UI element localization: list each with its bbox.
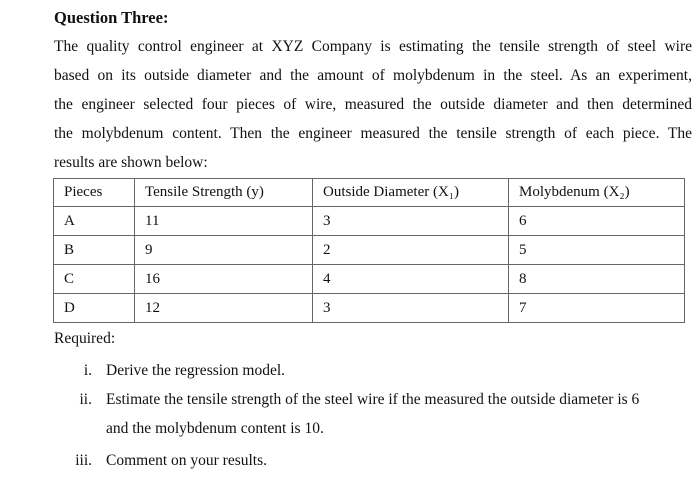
table-cell: D [54, 294, 135, 323]
item-number: ii. [79, 391, 92, 408]
question-title: Question Three: [54, 8, 169, 27]
table-cell: B [54, 236, 135, 265]
header-cell-tensile-strength: Tensile Strength (y) [135, 179, 313, 207]
table-cell: 5 [509, 236, 685, 265]
table-row [54, 207, 685, 236]
item-text: and the molybdenum content is 10. [106, 420, 324, 437]
paragraph-line: the molybdenum content. Then the engineer measured the tensile strength of each piece. The [54, 125, 692, 142]
required-item-2 [54, 385, 694, 443]
required-label: Required: [54, 330, 116, 347]
item-text: Estimate the tensile strength of the steel wire if the measured the outside diameter is 6 [106, 391, 640, 408]
header-cell-pieces: Pieces [54, 179, 135, 207]
table-header-row [54, 179, 685, 207]
table-cell: 2 [313, 236, 509, 265]
table-cell: 11 [135, 207, 313, 236]
table-cell: 3 [313, 207, 509, 236]
table-cell: 6 [509, 207, 685, 236]
table-cell: 16 [135, 265, 313, 294]
table-cell: 8 [509, 265, 685, 294]
table-row [54, 294, 685, 323]
table-cell: 3 [313, 294, 509, 323]
table-row [54, 236, 685, 265]
item-text: Comment on your results. [106, 452, 268, 469]
table-cell: 12 [135, 294, 313, 323]
table-cell: C [54, 265, 135, 294]
data-table [53, 178, 685, 323]
table-row [54, 265, 685, 294]
table-cell: 9 [135, 236, 313, 265]
question-paragraph [54, 32, 692, 177]
paragraph-line: results are shown below: [54, 154, 208, 171]
table-cell: 7 [509, 294, 685, 323]
table-cell: 4 [313, 265, 509, 294]
paragraph-line: based on its outside diameter and the amount of molybdenum in the steel. As an experiment, [54, 67, 692, 84]
header-cell-outside-diameter: Outside Diameter (X₁) [313, 179, 509, 207]
paragraph-line: the engineer selected four pieces of wire, measured the outside diameter and then determined [54, 96, 692, 113]
item-text: Derive the regression model. [106, 362, 286, 379]
item-number: i. [83, 362, 92, 379]
header-cell-molybdenum: Molybdenum (X₂) [509, 179, 685, 207]
item-number: iii. [75, 452, 92, 469]
paragraph-line: The quality control engineer at XYZ Company is estimating the tensile strength of steel wire [54, 38, 692, 55]
table-cell: A [54, 207, 135, 236]
